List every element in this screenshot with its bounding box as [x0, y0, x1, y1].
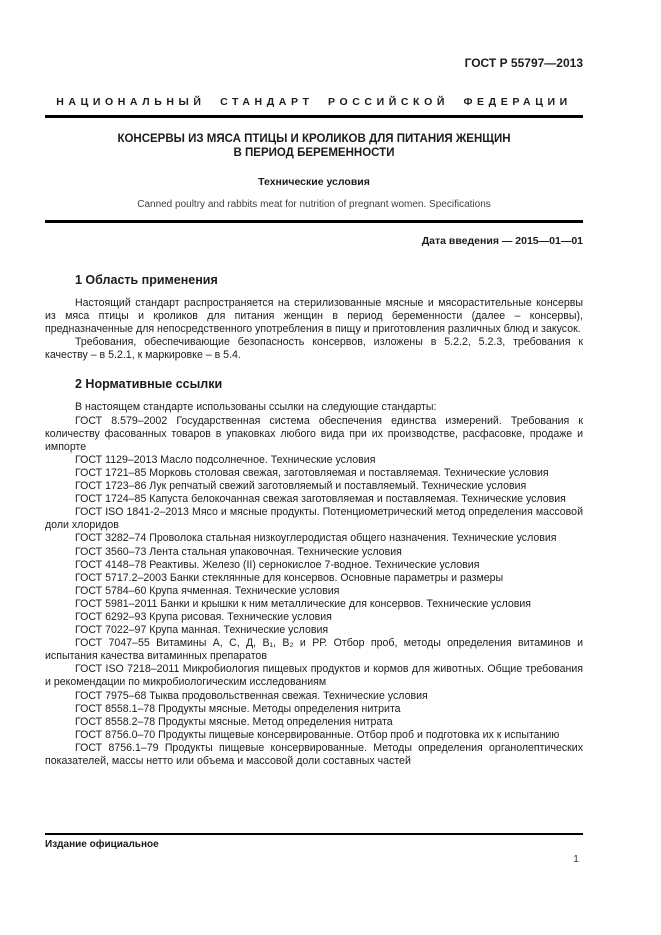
standard-reference: ГОСТ 8558.2–78 Продукты мясные. Метод определения нитрата — [75, 715, 393, 728]
standard-reference: ГОСТ 7047–55 Витамины А, С, Д, В₁, В₂ и РР. Отбор проб, методы определения витаминов и испытания качества витаминных препаратов — [45, 637, 583, 663]
standard-reference: ГОСТ 4148–78 Реактивы. Железо (II) сернокислое 7-водное. Технические условия — [75, 558, 480, 571]
standard-reference: ГОСТ 1129–2013 Масло подсолнечное. Технические условия — [75, 453, 376, 466]
document-title — [45, 132, 583, 160]
standard-reference: ГОСТ 8756.0–70 Продукты пищевые консервированные. Отбор проб и подготовка их к испытанию — [75, 728, 560, 741]
footer-divider — [45, 833, 583, 835]
standard-reference: ГОСТ 6292–93 Крупа рисовая. Технические условия — [75, 610, 332, 623]
standard-reference: ГОСТ ISO 7218–2011 Микробиология пищевых продуктов и кормов для животных. Общие требования и рекомендации по микробиологическим исследованиям — [45, 663, 583, 689]
standard-reference: ГОСТ 7022–97 Крупа манная. Технические условия — [75, 624, 329, 637]
document-subtitle: Технические условия — [258, 176, 370, 188]
standard-reference: ГОСТ 3560–73 Лента стальная упаковочная. Технические условия — [75, 545, 402, 558]
standard-reference: ГОСТ 8558.1–78 Продукты мясные. Методы определения нитрита — [75, 702, 401, 715]
standard-reference: ГОСТ 8.579–2002 Государственная система обеспечения единства измерений. Требования к количеству фасованных товаров в упаковках любого вида при их производстве, расфасовке, продаже и импорте — [45, 414, 583, 453]
standard-reference: ГОСТ 5981–2011 Банки и крышки к ним металлические для консервов. Технические условия — [75, 597, 532, 610]
document-title-line-1: КОНСЕРВЫ ИЗ МЯСА ПТИЦЫ И КРОЛИКОВ ДЛЯ ПИТАНИЯ ЖЕНЩИН — [117, 133, 511, 145]
section-heading-scope: 1 Область применения — [75, 273, 218, 287]
header-divider — [45, 115, 583, 118]
section-heading-normative-references: 2 Нормативные ссылки — [75, 377, 223, 392]
paragraph: Настоящий стандарт распространяется на стерилизованные мясные и мясорастительные консервы из мяса птицы и кроликов для питания женщин в период беременности (далее – консервы), предназначенные для непосредственного употребления в пищу и приготовления различных блюд и закусок. — [45, 297, 583, 336]
effective-date: Дата введения — 2015—01—01 — [421, 235, 583, 247]
document-title-line-2: В ПЕРИОД БЕРЕМЕННОСТИ — [233, 147, 395, 159]
edition-note: Издание официальное — [45, 839, 159, 850]
standard-reference: ГОСТ 7975–68 Тыква продовольственная свежая. Технические условия — [75, 689, 428, 702]
standard-reference: ГОСТ ISO 1841-2–2013 Мясо и мясные продукты. Потенциометрический метод определения массовой доли хлоридов — [45, 506, 583, 532]
standard-reference: ГОСТ 3282–74 Проволока стальная низкоуглеродистая общего назначения. Технические условия — [75, 532, 557, 545]
page-number: 1 — [573, 853, 579, 865]
paragraph: Требования, обеспечивающие безопасность консервов, изложены в 5.2.2, 5.2.3, требования к качеству – в 5.2.1, к маркировке – в 5.4. — [45, 336, 583, 362]
standard-reference: ГОСТ 8756.1–79 Продукты пищевые консервированные. Методы определения органолептических показателей, массы нетто или объема и массовой доли составных частей — [45, 741, 583, 767]
title-divider — [45, 220, 583, 223]
document-subtitle-english: Canned poultry and rabbits meat for nutrition of pregnant women. Specifications — [137, 199, 491, 210]
paragraph: В настоящем стандарте использованы ссылки на следующие стандарты: — [75, 401, 437, 414]
standard-reference: ГОСТ 1721–85 Морковь столовая свежая, заготовляемая и поставляемая. Технические условия — [75, 466, 549, 479]
standard-reference: ГОСТ 5717.2–2003 Банки стеклянные для консервов. Основные параметры и размеры — [75, 571, 504, 584]
doc-code: ГОСТ Р 55797—2013 — [464, 56, 583, 70]
standard-reference: ГОСТ 1724–85 Капуста белокочанная свежая заготовляемая и поставляемая. Технические условия — [75, 493, 566, 506]
federation-standard-header: НАЦИОНАЛЬНЫЙ СТАНДАРТ РОССИЙСКОЙ ФЕДЕРАЦИИ — [56, 96, 572, 108]
standard-reference: ГОСТ 1723–86 Лук репчатый свежий заготовляемый и поставляемый. Технические условия — [75, 480, 527, 493]
standard-reference: ГОСТ 5784–60 Крупа ячменная. Технические условия — [75, 584, 340, 597]
